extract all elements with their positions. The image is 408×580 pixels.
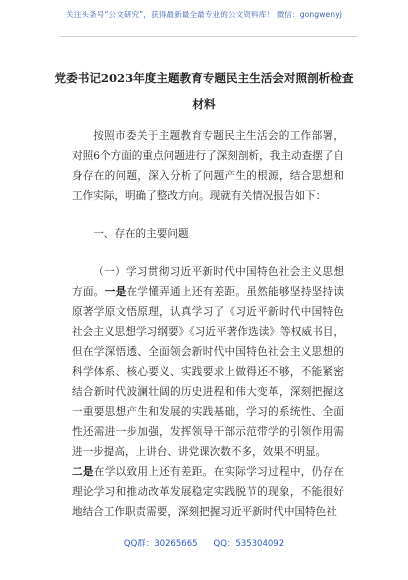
- document-title-line2: 材料: [192, 97, 216, 111]
- subsection-lead: （一）学习贯彻习近平新时代中国特色社会主义思想方面。: [72, 266, 344, 298]
- intro-paragraph: 按照市委关于主题教育专题民主生活会的工作部署，对照6个方面的重点问题进行了深刻剖析，我主动查摆了自身存在的问题，深入分析了问题产生的根源，结合思想和工作实际，明确了整改方向。现就有关情况报告如下：: [72, 130, 344, 202]
- header-divider: [60, 36, 358, 37]
- point-label: 一是: [104, 286, 127, 298]
- point-text: 在学以致用上还有差距。在实际学习过程中，仍存在理论学习和推动改革发展稳定实践脱节的现象，不能很好地结合工作职责需要，深刻把握习近平新时代中国特色社: [72, 466, 345, 518]
- problem-paragraph-2: [72, 462, 344, 522]
- document-body: [72, 126, 344, 522]
- problem-paragraph: [72, 262, 344, 462]
- qq-group: QQ群：30265665: [123, 539, 198, 549]
- contact-footer: [0, 537, 408, 549]
- section-heading: 一、存在的主要问题: [93, 228, 189, 240]
- promo-header: 关注头条号“公文研究”，获得最新最全最专业的公文资料库！ 微信：gongwenyj: [66, 10, 342, 19]
- paragraph-gap: [72, 244, 344, 262]
- point-label: 二是: [72, 466, 94, 478]
- paragraph-gap: [72, 206, 344, 224]
- document-title-line1: 党委书记2023年度主题教育专题民主生活会对照剖析检查: [54, 71, 354, 85]
- qq-number: QQ：535304092: [213, 539, 285, 549]
- point-text: 在学懂弄通上还有差距。虽然能够坚持坚持读原著学原文悟原理，认真学习了《习近平新时代中国特色社会主义思想学习纲要》《习近平著作选读》等权威书目，但在学深悟透、全面领会新时代中国特色社会主义思想的科学体系、核心要义、实践要求上做得还不够，不能紧密结合新时代波澜壮阔的历史进程和伟大变革，深刻把握这一重要思想产生和发展的实践基础，学习的系统性、全面性还需进一步加强，发挥领导干部示范带学的引领作用需进一步提高，上讲台、讲党课次数不多，效果不明显。: [72, 286, 345, 458]
